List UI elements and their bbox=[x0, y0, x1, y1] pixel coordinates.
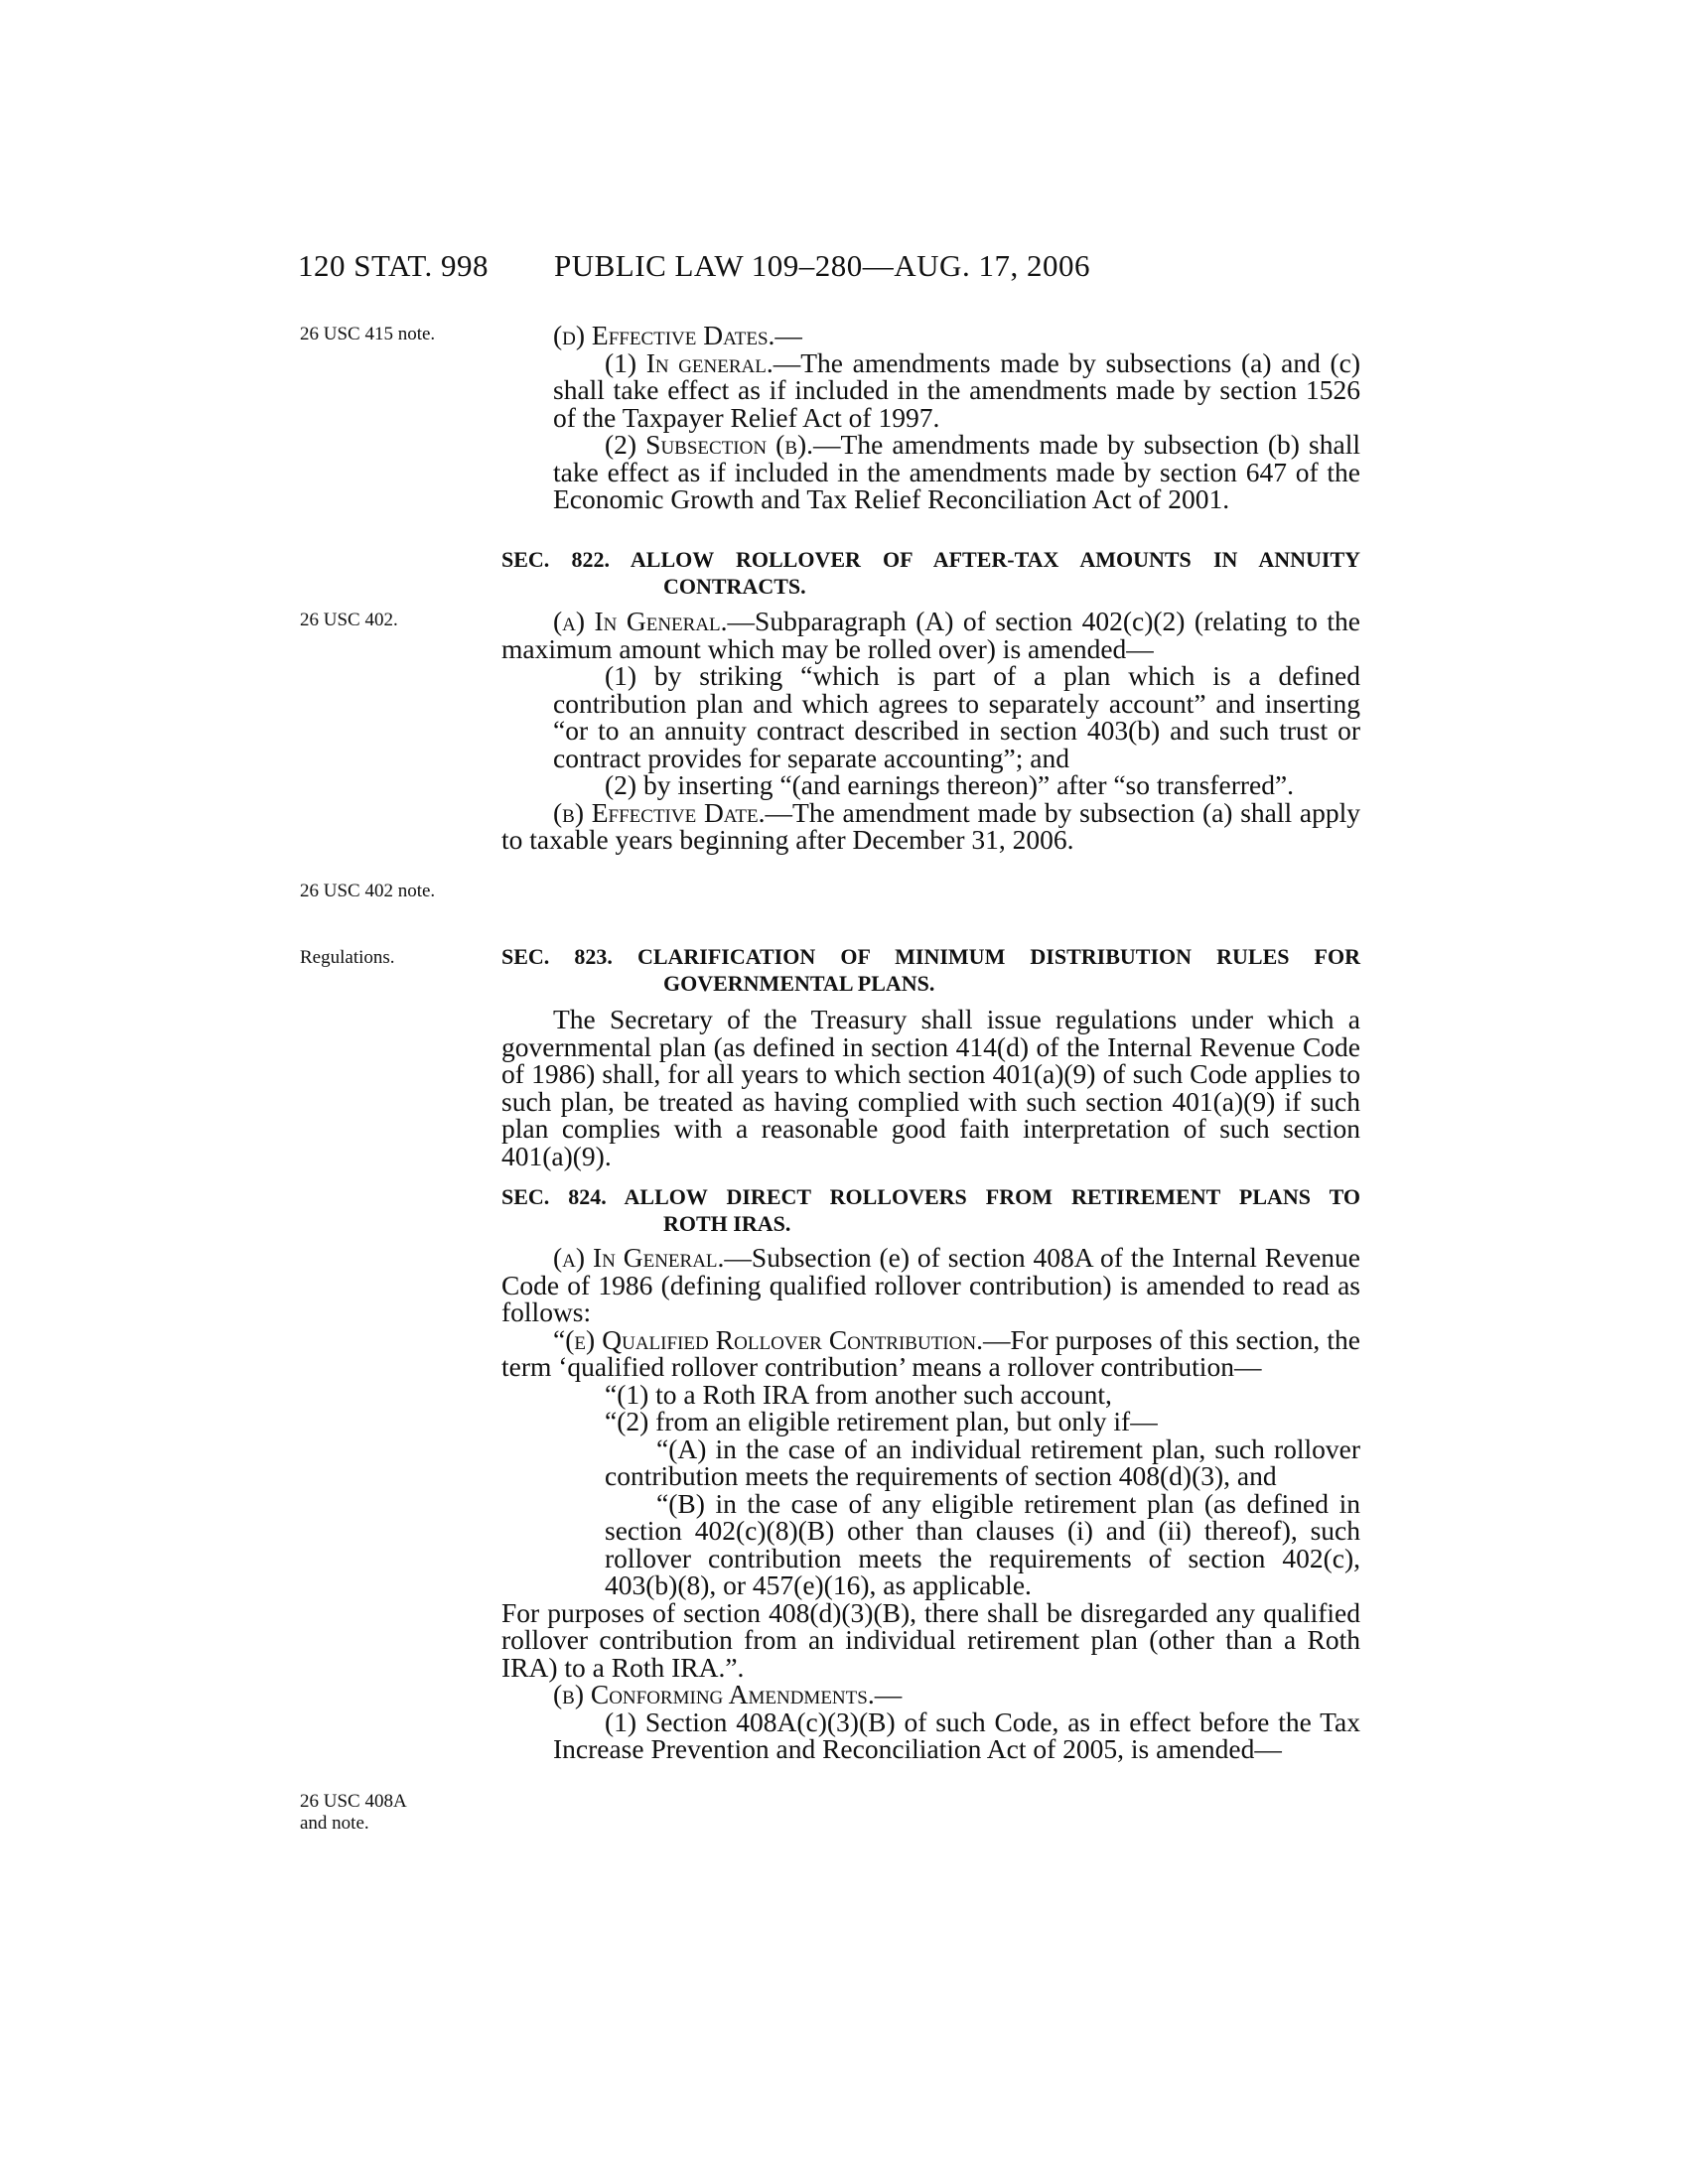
sec-822-body bbox=[501, 608, 1360, 854]
sec-822-heading-line2: CONTRACTS. bbox=[663, 574, 806, 599]
sec-823-heading-line2: GOVERNMENTAL PLANS. bbox=[663, 971, 935, 996]
sec-824-e-heading: “(e) Qualified Rollover Contribution. bbox=[553, 1323, 983, 1355]
sec-824-a bbox=[501, 1244, 1360, 1326]
sec-824-heading bbox=[501, 1183, 1360, 1237]
p2-heading: (2) Subsection (b). bbox=[605, 429, 814, 460]
sec-824-e bbox=[501, 1323, 1360, 1382]
margin-note-regulations: Regulations. bbox=[300, 947, 395, 968]
sec-824-flush: For purposes of section 408(d)(3)(B), there shall be disregarded any qualified rollover contribution from an individual retirement plan (other than a Roth IRA) to a Roth IRA.”. bbox=[501, 1596, 1360, 1683]
p1-text: —The amendments made by subsections (a) and (c) shall take effect as if included in the amendments made by section 1526 of the Taxpayer Relief Act of 1997. bbox=[553, 346, 1360, 433]
p1-heading: (1) In general. bbox=[605, 346, 774, 378]
margin-note-usc402-note: 26 USC 402 note. bbox=[300, 881, 436, 901]
margin-note-usc415: 26 USC 415 note. bbox=[300, 324, 436, 344]
sec-822-b-text: —The amendment made by subsection (a) shall apply to taxable years beginning after December 31, 2006. bbox=[501, 796, 1360, 855]
effective-dates-heading-text: (d) Effective Dates.— bbox=[553, 320, 802, 350]
effective-dates-block bbox=[501, 322, 1360, 513]
sec-824-a-heading: (a) In General. bbox=[553, 1242, 725, 1273]
sec-822-a-text: —Subparagraph (A) of section 402(c)(2) (relating to the maximum amount which may be rolled over) is amended— bbox=[501, 606, 1360, 664]
margin-note-usc408a bbox=[300, 1791, 479, 1835]
effective-dates-p1 bbox=[501, 346, 1360, 433]
sec-823-body bbox=[501, 1006, 1360, 1169]
margin-note-usc408a-line1: 26 USC 408A bbox=[300, 1791, 407, 1812]
sec-822-a bbox=[501, 608, 1360, 662]
running-head: PUBLIC LAW 109–280—AUG. 17, 2006 bbox=[554, 248, 1090, 283]
p2-text: —The amendments made by subsection (b) shall take effect as if included in the amendments made by section 647 of the Economic Growth and Tax Relief Reconciliation Act of 2001. bbox=[553, 429, 1360, 514]
sec-823-heading bbox=[501, 943, 1360, 997]
sec-824-heading-line2: ROTH IRAS. bbox=[663, 1211, 791, 1236]
sec-824-b-heading: (b) Conforming Amendments.— bbox=[553, 1679, 903, 1709]
sec-824-e-text: —For purposes of this section, the term ‘qualified rollover contribution’ means a rollover contribution— bbox=[501, 1323, 1360, 1382]
sec-822-heading-line1: SEC. 822. ALLOW ROLLOVER OF AFTER-TAX AMOUNTS IN ANNUITY bbox=[501, 547, 1360, 572]
sec-822-b bbox=[501, 796, 1360, 855]
sec-824-body bbox=[501, 1244, 1360, 1763]
page-number: 120 STAT. 998 bbox=[298, 248, 490, 283]
sec-823-text: The Secretary of the Treasury shall issue regulations under which a governmental plan (as defined in section 414(d) of the Internal Revenue Code of 1986) shall, for all years to which section 401(a)(9) of such Code applies to such plan, be treated as having complied with such section 401(a)(9) if such plan complies with a reasonable good faith interpretation of such section 401(a)(9). bbox=[501, 1004, 1360, 1171]
sec-822-b-heading: (b) Effective Date. bbox=[553, 796, 766, 828]
sec-824-a-text: —Subsection (e) of section 408A of the Internal Revenue Code of 1986 (defining qualified rollover contribution) is amended to read as follows: bbox=[501, 1242, 1360, 1327]
sec-822-a1: (1) by striking “which is part of a plan which is a defined contribution plan and which agrees to separately account” and inserting “or to an annuity contract described in section 403(b) and such trust or contract provides for separate accounting”; and bbox=[553, 660, 1360, 773]
sec-822-heading bbox=[501, 546, 1360, 600]
sec-824-heading-line1: SEC. 824. ALLOW DIRECT ROLLOVERS FROM RETIREMENT PLANS TO bbox=[501, 1184, 1360, 1209]
sec-824-e1: “(1) to a Roth IRA from another such account, bbox=[605, 1378, 1112, 1410]
effective-dates-heading bbox=[501, 322, 1360, 349]
effective-dates-p2 bbox=[501, 431, 1360, 513]
sec-824-b bbox=[501, 1681, 1360, 1708]
sec-824-e2: “(2) from an eligible retirement plan, but only if— bbox=[605, 1406, 1158, 1436]
margin-note-usc408a-line2: and note. bbox=[300, 1813, 369, 1834]
margin-note-usc402: 26 USC 402. bbox=[300, 610, 398, 630]
sec-822-a2: (2) by inserting “(and earnings thereon)” after “so transferred”. bbox=[605, 769, 1295, 800]
sec-824-eB: “(B) in the case of any eligible retirement plan (as defined in section 402(c)(8)(B) other than clauses (i) and (ii) thereof), such rollover contribution meets the requirements of section 402(c), 403(b)(8), or 457(e)(16), as applicable. bbox=[605, 1487, 1360, 1600]
sec-824-eA: “(A) in the case of an individual retirement plan, such rollover contribution meets the requirements of section 408(d)(3), and bbox=[605, 1433, 1360, 1491]
sec-822-a-heading: (a) In General. bbox=[553, 606, 728, 636]
sec-824-b1: (1) Section 408A(c)(3)(B) of such Code, as in effect before the Tax Increase Prevention and Reconciliation Act of 2005, is amended— bbox=[553, 1706, 1360, 1764]
sec-823-heading-line1: SEC. 823. CLARIFICATION OF MINIMUM DISTRIBUTION RULES FOR bbox=[501, 944, 1360, 969]
